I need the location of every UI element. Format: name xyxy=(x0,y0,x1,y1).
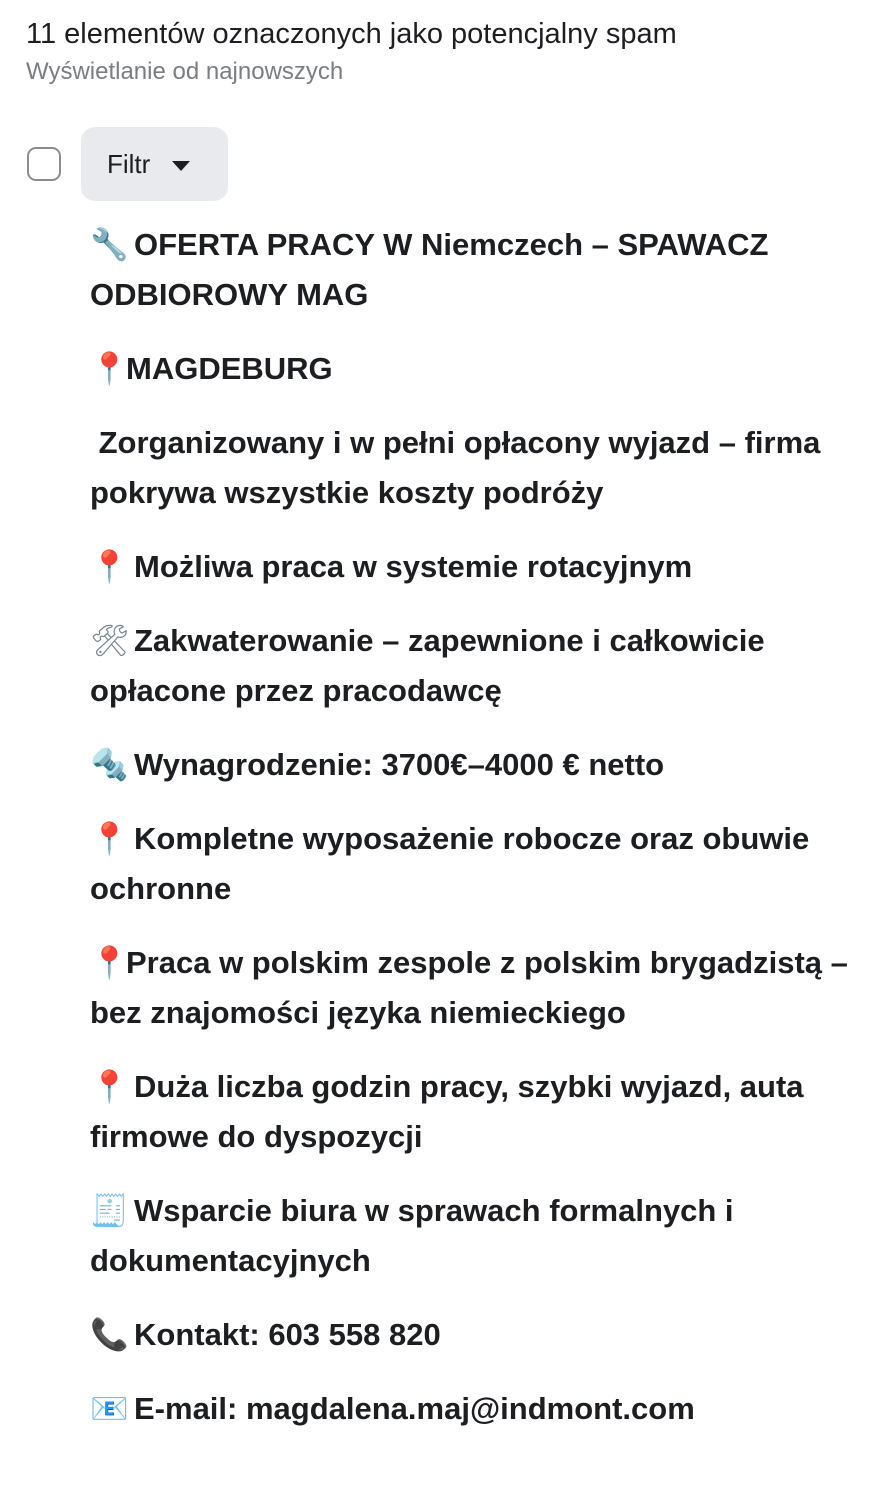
sort-order-label: Wyświetlanie od najnowszych xyxy=(26,58,344,85)
message-paragraph-team xyxy=(90,938,870,1038)
message-paragraph-equipment xyxy=(90,814,870,914)
paragraph-text: E-mail: magdalena.maj@indmont.com xyxy=(134,1391,695,1426)
message-paragraph-office xyxy=(90,1186,870,1286)
paragraph-text: Zakwaterowanie – zapewnione i całkowicie opłacone przez pracodawcę xyxy=(90,623,765,708)
filter-button[interactable] xyxy=(81,127,228,201)
paragraph-text: Wsparcie biura w sprawach formalnych i dokumentacyjnych xyxy=(90,1193,734,1278)
message-paragraph-location xyxy=(90,344,870,394)
toolbar xyxy=(26,127,228,201)
paragraph-text: Możliwa praca w systemie rotacyjnym xyxy=(134,549,693,584)
pin-icon: 📍 xyxy=(90,1069,129,1105)
select-all-checkbox[interactable] xyxy=(27,147,61,181)
message-paragraph-rotation xyxy=(90,542,870,592)
paragraph-text: Kompletne wyposażenie robocze oraz obuwie ochronne xyxy=(90,821,810,906)
tools-icon: 🛠 xyxy=(90,623,130,659)
pin-icon: 📍 xyxy=(90,821,129,857)
message-paragraph-accommodation xyxy=(90,616,870,716)
paragraph-text: Duża liczba godzin pracy, szybki wyjazd, auta firmowe do dyspozycji xyxy=(90,1069,804,1154)
spam-header xyxy=(26,14,876,88)
message-paragraph-travel xyxy=(90,418,870,518)
nut-and-bolt-icon: 🔩 xyxy=(90,747,129,783)
caret-down-icon xyxy=(172,161,190,171)
filter-button-label: Filtr xyxy=(107,148,151,179)
paragraph-text: Zorganizowany i w pełni opłacony wyjazd – firma pokrywa wszystkie koszty podróży xyxy=(90,425,829,510)
receipt-icon: 🧾 xyxy=(90,1193,129,1229)
paragraph-text: OFERTA PRACY W Niemczech – SPAWACZ ODBIOROWY MAG xyxy=(90,227,769,312)
paragraph-text: Praca w polskim zespole z polskim brygadzistą – bez znajomości języka niemieckiego xyxy=(90,945,848,1030)
paragraph-text: Kontakt: 603 558 820 xyxy=(134,1317,441,1352)
pin-icon: 📍 xyxy=(90,351,129,387)
paragraph-text: MAGDEBURG xyxy=(126,351,333,386)
pin-icon: 📍 xyxy=(90,945,129,981)
paragraph-text: Wynagrodzenie: 3700€–4000 € netto xyxy=(134,747,665,782)
wrench-icon: 🔧 xyxy=(90,227,129,263)
pin-icon: 📍 xyxy=(90,549,129,585)
email-icon: 📧 xyxy=(90,1391,129,1427)
message-paragraph-hours xyxy=(90,1062,870,1162)
message-paragraph-email xyxy=(90,1384,870,1434)
spam-count-title: 11 elementów oznaczonych jako potencjalny spam xyxy=(26,18,677,50)
message-paragraph-phone xyxy=(90,1310,870,1360)
spam-message-body xyxy=(90,220,870,1458)
message-paragraph-salary xyxy=(90,740,870,790)
phone-icon: 📞 xyxy=(90,1317,129,1353)
message-paragraph-title xyxy=(90,220,870,320)
